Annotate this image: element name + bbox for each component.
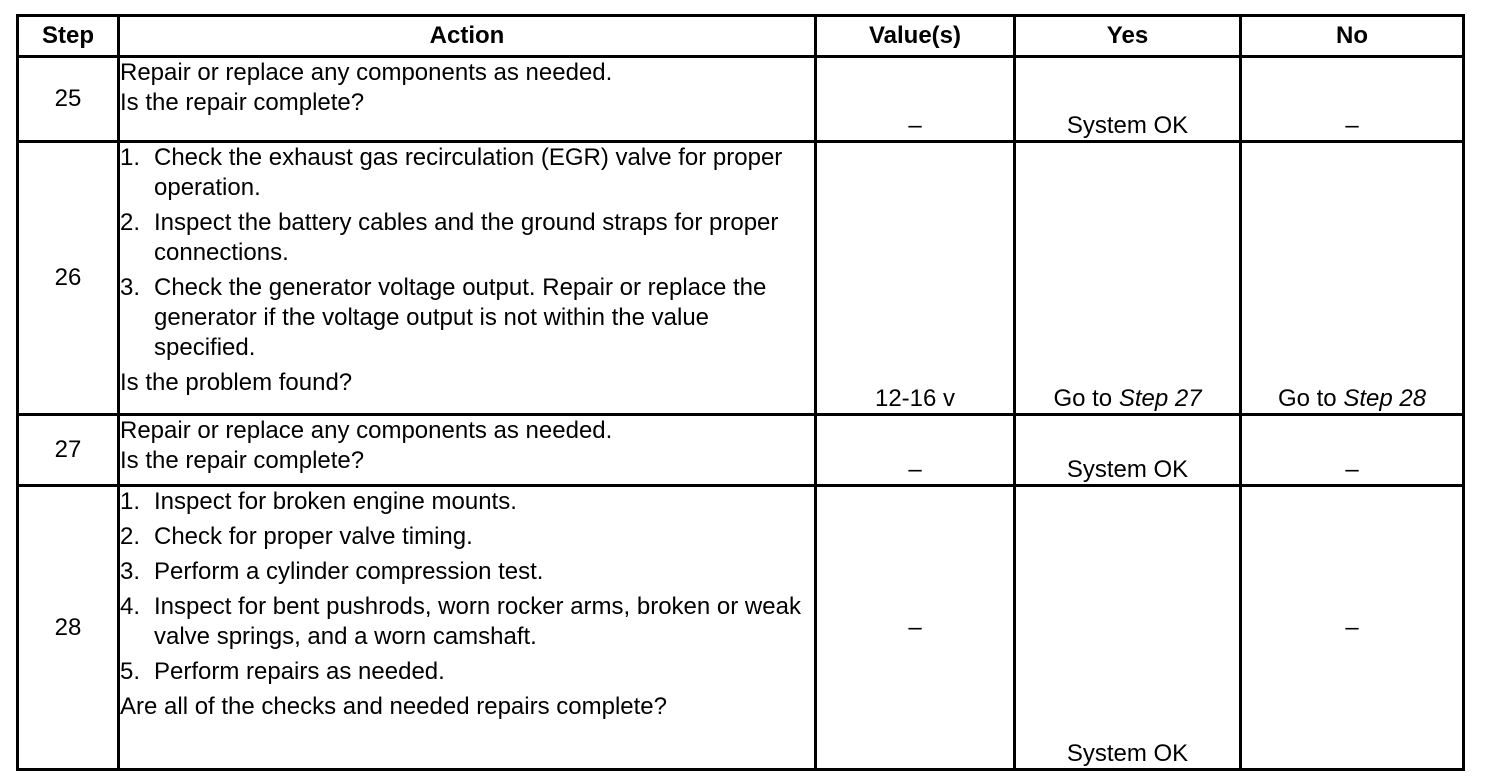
- value-cell: –: [816, 415, 1015, 486]
- step-number: 28: [18, 486, 119, 770]
- header-no: No: [1241, 16, 1464, 57]
- action-item-text: Perform repairs as needed.: [154, 658, 445, 685]
- table-row: [18, 142, 1464, 415]
- action-line: Repair or replace any components as needed.: [120, 59, 613, 86]
- no-cell: [1241, 142, 1464, 415]
- no-cell: –: [1241, 415, 1464, 486]
- no-cell: –: [1241, 57, 1464, 142]
- action-item: [120, 557, 814, 587]
- action-item: [120, 522, 814, 552]
- action-item-text: Check for proper valve timing.: [154, 523, 473, 550]
- action-cell: [119, 486, 816, 770]
- action-cell: [119, 415, 816, 486]
- yes-cell: System OK: [1015, 415, 1241, 486]
- value-cell: –: [816, 57, 1015, 142]
- header-values: Value(s): [816, 16, 1015, 57]
- action-line: Repair or replace any components as needed.: [120, 417, 613, 444]
- yes-goto-step: Step 27: [1118, 385, 1202, 412]
- table-row: [18, 415, 1464, 486]
- table-row: [18, 486, 1464, 770]
- action-item-text: Perform a cylinder compression test.: [154, 558, 544, 585]
- action-cell: [119, 142, 816, 415]
- action-item-text: Check the generator voltage output. Repair or replace the generator if the voltage output is not within the value specified.: [154, 274, 767, 361]
- step-number: 26: [18, 142, 119, 415]
- action-question: Is the repair complete?: [120, 447, 365, 474]
- action-item-number: 3.: [120, 558, 141, 585]
- action-item-number: 5.: [120, 658, 141, 685]
- action-item: [120, 143, 814, 203]
- action-item-text: Check the exhaust gas recirculation (EGR) valve for proper operation.: [154, 144, 783, 201]
- action-item-number: 2.: [120, 209, 141, 236]
- action-question: Is the repair complete?: [120, 89, 365, 116]
- table-header-row: [18, 16, 1464, 57]
- action-item-number: 3.: [120, 274, 141, 301]
- yes-cell: System OK: [1015, 57, 1241, 142]
- action-item-number: 1.: [120, 144, 141, 171]
- action-item: [120, 592, 814, 652]
- action-cell: [119, 57, 816, 142]
- action-item-number: 4.: [120, 593, 141, 620]
- yes-goto-prefix: Go to: [1053, 385, 1113, 412]
- action-question: Is the problem found?: [120, 369, 353, 396]
- step-number: 27: [18, 415, 119, 486]
- yes-cell: System OK: [1015, 486, 1241, 770]
- value-cell: 12-16 v: [816, 142, 1015, 415]
- table-row: [18, 57, 1464, 142]
- header-action: Action: [119, 16, 816, 57]
- action-item-text: Inspect for broken engine mounts.: [154, 488, 517, 515]
- step-number: 25: [18, 57, 119, 142]
- header-yes: Yes: [1015, 16, 1241, 57]
- diagnostic-table: [16, 14, 1465, 771]
- header-step: Step: [18, 16, 119, 57]
- action-item: [120, 273, 814, 363]
- action-item-number: 2.: [120, 523, 141, 550]
- yes-cell: [1015, 142, 1241, 415]
- action-item: [120, 208, 814, 268]
- action-item: [120, 657, 814, 687]
- action-item-text: Inspect the battery cables and the ground straps for proper connections.: [154, 209, 779, 266]
- action-item-number: 1.: [120, 488, 141, 515]
- no-goto-step: Step 28: [1343, 385, 1427, 412]
- no-cell: –: [1241, 486, 1464, 770]
- action-question: Are all of the checks and needed repairs complete?: [120, 693, 667, 720]
- action-item: [120, 487, 814, 517]
- no-goto-prefix: Go to: [1277, 385, 1337, 412]
- action-item-text: Inspect for bent pushrods, worn rocker arms, broken or weak valve springs, and a worn camshaft.: [154, 593, 801, 650]
- value-cell: –: [816, 486, 1015, 770]
